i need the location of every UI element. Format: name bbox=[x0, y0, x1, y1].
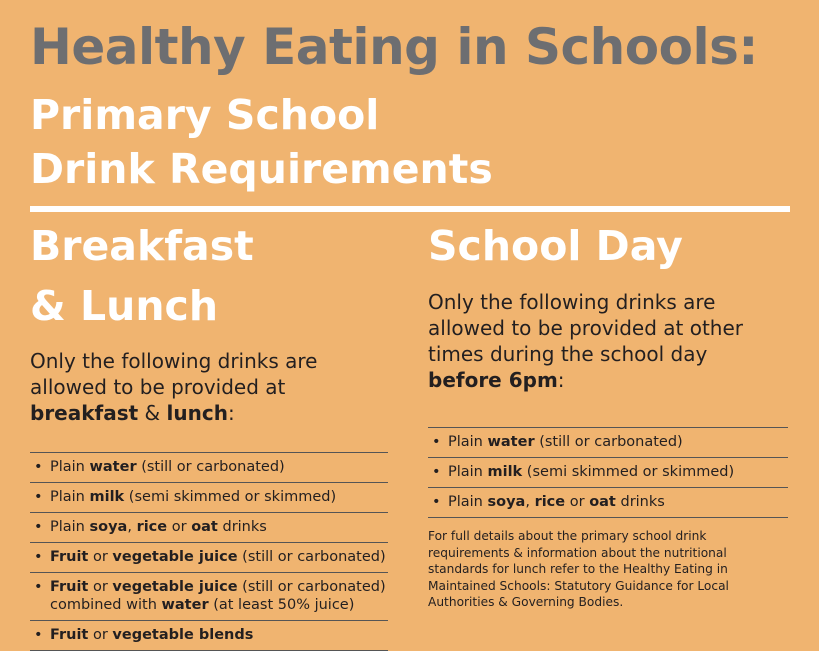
item-text: , bbox=[127, 519, 137, 535]
drink-name: soya bbox=[89, 519, 128, 535]
drink-name: vegetable juice bbox=[112, 549, 238, 565]
item-text: (still or carbonated) bbox=[237, 549, 386, 565]
list-item bbox=[30, 543, 388, 573]
breakfast-lunch-intro bbox=[30, 348, 380, 426]
list-item bbox=[30, 573, 388, 621]
list-item bbox=[30, 483, 388, 513]
school-day-intro bbox=[428, 289, 768, 393]
drink-name: milk bbox=[89, 489, 125, 505]
drink-name: milk bbox=[487, 464, 523, 480]
drink-name: water bbox=[487, 434, 535, 450]
guidance-note: For full details about the primary school drink requirements & information about the nutritional standards for lunch refer to the Healthy Eating in Maintained Schools: Statutory Guidance for Local Authorities & Governing Bodies. bbox=[428, 529, 729, 609]
item-text: Plain bbox=[448, 464, 488, 480]
item-text: (still or carbonated) bbox=[534, 434, 683, 450]
list-item bbox=[30, 513, 388, 543]
item-text: (at least 50% juice) bbox=[208, 597, 355, 613]
page-subtitle bbox=[30, 88, 493, 196]
breakfast-heading-line-2: & Lunch bbox=[30, 282, 219, 330]
item-text: , bbox=[525, 494, 535, 510]
intro-bold-before-6pm: before 6pm bbox=[428, 368, 558, 392]
item-text: or bbox=[88, 627, 113, 643]
item-text: Plain bbox=[50, 489, 90, 505]
breakfast-lunch-drink-list bbox=[30, 452, 388, 651]
intro-ampersand: & bbox=[138, 401, 167, 425]
list-item bbox=[30, 453, 388, 483]
school-day-drink-list bbox=[428, 427, 788, 518]
intro-colon: : bbox=[227, 401, 235, 425]
intro-text: Only the following drinks are allowed to be provided at other times during the school day bbox=[428, 290, 744, 366]
drink-name: soya bbox=[487, 494, 526, 510]
breakfast-heading-line-1: Breakfast bbox=[30, 222, 254, 270]
drink-name: oat bbox=[191, 519, 218, 535]
item-text: (still or carbonated) bbox=[136, 459, 285, 475]
drink-name: Fruit bbox=[50, 549, 89, 565]
list-item bbox=[428, 488, 788, 518]
item-text: or bbox=[88, 579, 113, 595]
subtitle-line-1: Primary School bbox=[30, 91, 380, 139]
intro-text: Only the following drinks are allowed to be provided at bbox=[30, 349, 318, 399]
drink-name: rice bbox=[136, 519, 168, 535]
header-divider bbox=[30, 206, 790, 212]
list-item bbox=[428, 458, 788, 488]
item-text: (semi skimmed or skimmed) bbox=[522, 464, 735, 480]
item-text: or bbox=[88, 549, 113, 565]
intro-colon: : bbox=[557, 368, 565, 392]
item-text: or bbox=[167, 519, 192, 535]
item-text: drinks bbox=[217, 519, 267, 535]
list-item bbox=[428, 428, 788, 458]
item-text: Plain bbox=[50, 459, 90, 475]
school-day-heading: School Day bbox=[428, 222, 683, 270]
item-text: (semi skimmed or skimmed) bbox=[124, 489, 337, 505]
breakfast-lunch-heading bbox=[30, 216, 254, 336]
drink-name: water bbox=[161, 597, 209, 613]
item-text: or bbox=[565, 494, 590, 510]
drink-name: vegetable blends bbox=[112, 627, 254, 643]
drink-name: Fruit bbox=[50, 627, 89, 643]
drink-name: Fruit bbox=[50, 579, 89, 595]
item-text: Plain bbox=[448, 434, 488, 450]
item-text: Plain bbox=[50, 519, 90, 535]
drink-name: water bbox=[89, 459, 137, 475]
item-text: drinks bbox=[615, 494, 665, 510]
page-title: Healthy Eating in Schools: bbox=[30, 18, 758, 76]
item-text: (still or carbonated) combined with bbox=[50, 579, 386, 613]
list-item bbox=[30, 621, 388, 651]
item-text: Plain bbox=[448, 494, 488, 510]
drink-name: oat bbox=[589, 494, 616, 510]
drink-name: vegetable juice bbox=[112, 579, 238, 595]
subtitle-line-2: Drink Requirements bbox=[30, 145, 493, 193]
intro-bold-lunch: lunch bbox=[166, 401, 228, 425]
intro-bold-breakfast: breakfast bbox=[30, 401, 139, 425]
drink-name: rice bbox=[534, 494, 566, 510]
